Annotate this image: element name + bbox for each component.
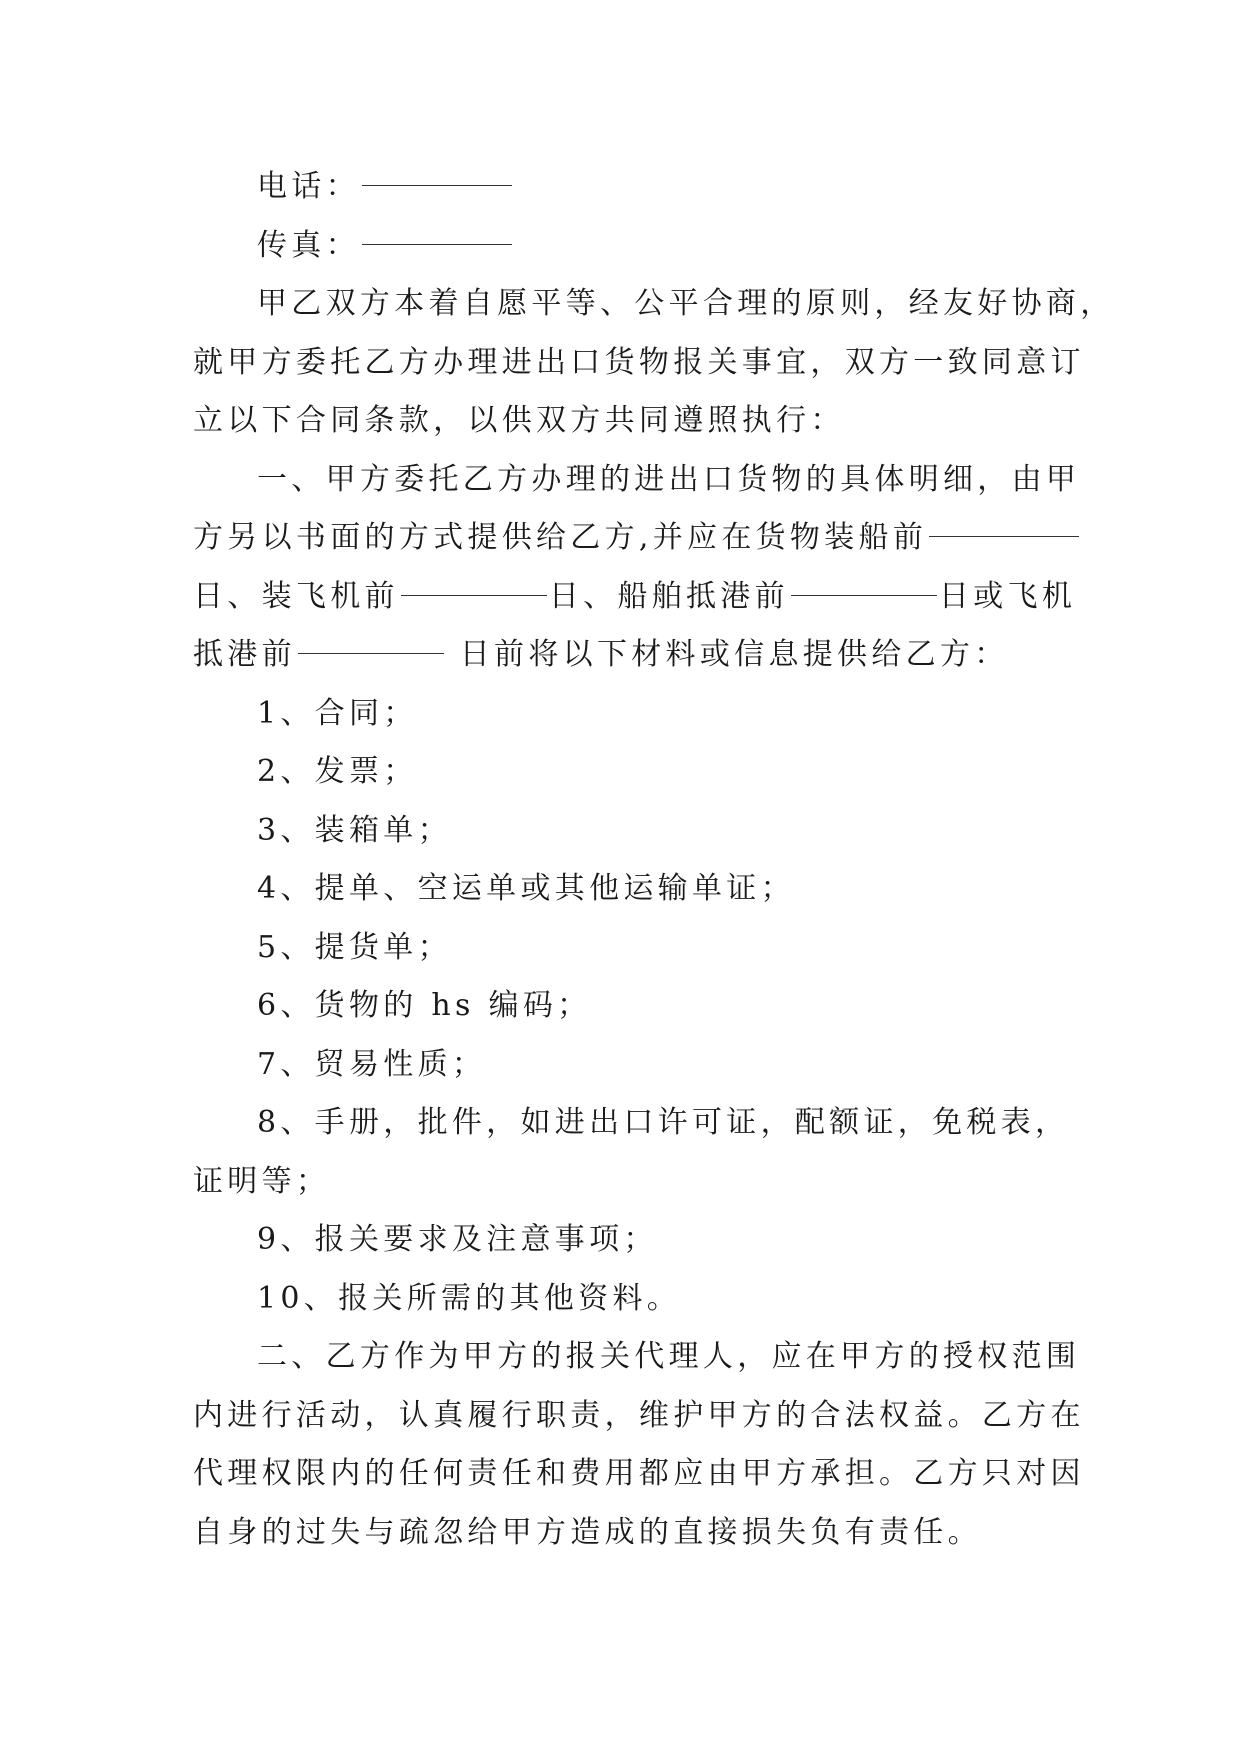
ship-loading-blank: [929, 535, 1079, 537]
clause1-line: [193, 509, 1053, 568]
clause1-text: 抵港前: [193, 637, 296, 672]
list-item: 3、装箱单；: [257, 812, 452, 848]
plane-arrival-blank: [298, 652, 444, 654]
phone-label: 电话：: [257, 169, 360, 204]
list-item: 7、贸易性质；: [257, 1046, 487, 1082]
intro-line: 就甲方委托乙方办理进出口货物报关事宜，双方一致同意订: [193, 344, 1085, 380]
clause1-line: 一、甲方委托乙方办理的进出口货物的具体明细，由甲: [257, 461, 1081, 497]
list-item: 8、手册，批件，如进出口许可证，配额证，免税表，: [257, 1105, 1070, 1140]
plane-loading-blank: [401, 594, 547, 596]
list-item: 5、提货单；: [257, 929, 452, 965]
phone-line: [193, 158, 1053, 217]
clause1-text: 日、船舶抵港前: [548, 578, 789, 614]
list-item: 2、发票；: [257, 754, 418, 789]
list-item: 6、货物的 hs 编码；: [257, 988, 592, 1023]
fax-label: 传真：: [257, 227, 360, 263]
contract-body: [193, 158, 1115, 1562]
list-item-continuation: 证明等；: [193, 1163, 331, 1199]
ship-arrival-blank: [791, 594, 937, 596]
clause1-text: 日或飞机: [938, 578, 1077, 614]
list-item: 10、报关所需的其他资料。: [257, 1280, 682, 1316]
phone-blank: [362, 184, 512, 186]
intro-line: 立以下合同条款，以供双方共同遵照执行：: [193, 403, 845, 438]
list-item: 4、提单、空运单或其他运输单证；: [257, 871, 795, 906]
clause1-text: 方另以书面的方式提供给乙方,并应在货物装船前: [193, 520, 928, 555]
fax-line: [193, 217, 1053, 276]
clause1-line: [193, 626, 1053, 685]
clause1-line: [193, 568, 1077, 627]
list-item: 1、合同；: [257, 695, 418, 731]
clause1-text: 日前将以下材料或信息提供给乙方：: [445, 637, 1009, 672]
intro-line: 甲乙双方本着自愿平等、公平合理的原则，经友好协商，: [257, 286, 1115, 321]
fax-blank: [362, 243, 512, 245]
clause2-line: 内进行活动，认真履行职责，维护甲方的合法权益。乙方在: [193, 1397, 1085, 1433]
clause2-line: 二、乙方作为甲方的报关代理人，应在甲方的授权范围: [257, 1339, 1081, 1374]
clause2-line: 自身的过失与疏忽给甲方造成的直接损失负有责任。: [193, 1514, 982, 1550]
list-item: 9、报关要求及注意事项；: [257, 1222, 658, 1257]
clause2-line: 代理权限内的任何责任和费用都应由甲方承担。乙方只对因: [193, 1456, 1085, 1491]
clause1-text: 日、装飞机前: [193, 578, 399, 614]
